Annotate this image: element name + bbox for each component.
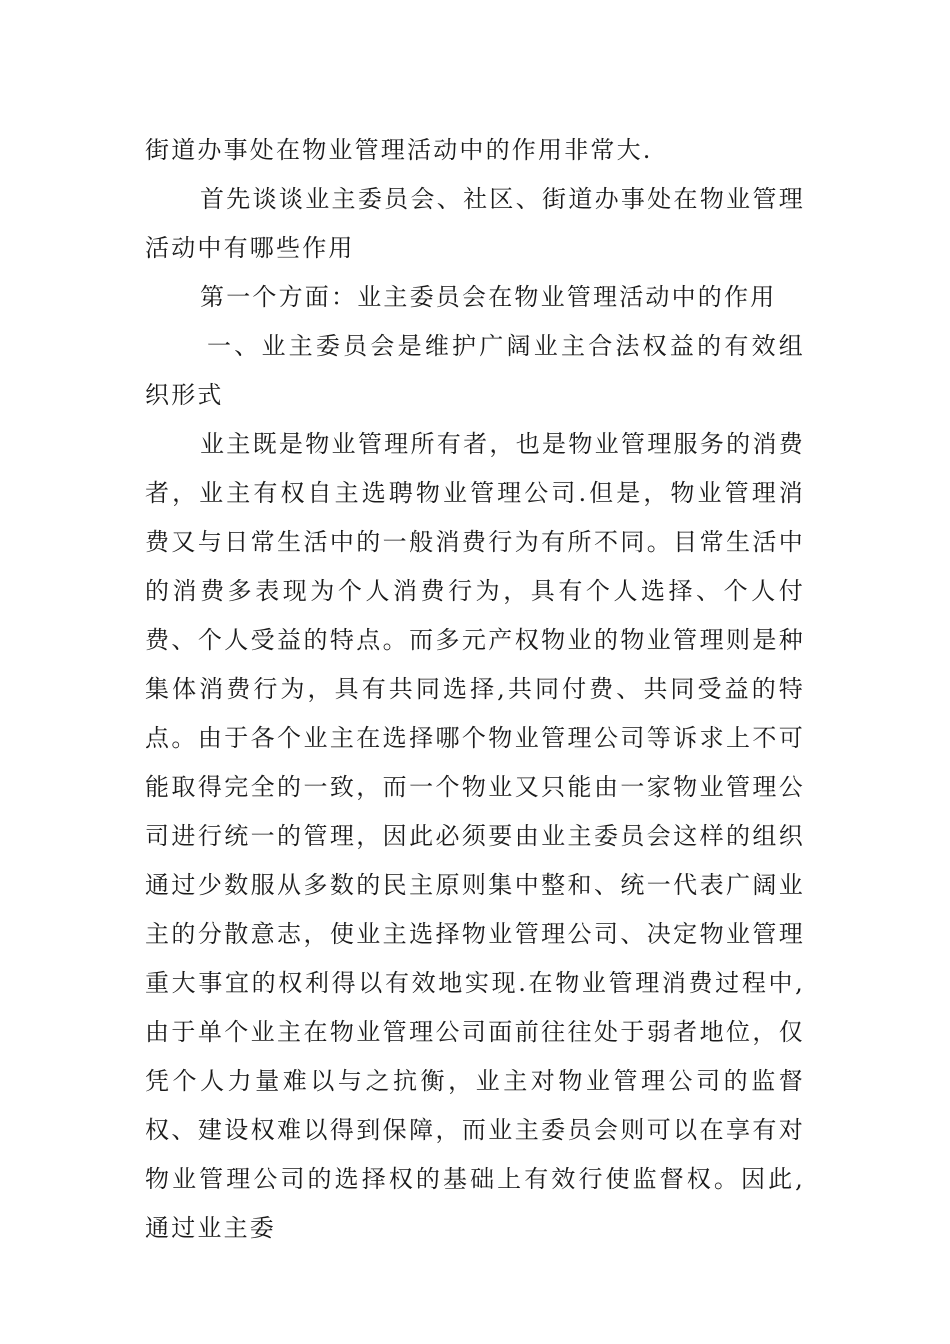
- subsection-heading: 一、业主委员会是维护广阔业主合法权益的有效组织形式: [145, 332, 805, 409]
- paragraph-continuation: 街道办事处在物业管理活动中的作用非常大.: [145, 136, 653, 164]
- section-heading: 第一个方面：业主委员会在物业管理活动中的作用: [200, 283, 777, 311]
- document-body: [145, 126, 805, 1253]
- paragraph-intro: 首先谈谈业主委员会、社区、街道办事处在物业管理活动中有哪些作用: [145, 185, 805, 262]
- paragraph-body: 业主既是物业管理所有者，也是物业管理服务的消费者，业主有权自主选聘物业管理公司.但是，物业管理消费又与日常生活中的一般消费行为有所不同。目常生活中的消费多表现为个人消费行为，具有个人选择、个人付费、个人受益的特点。而多元产权物业的物业管理则是种集体消费行为，具有共同选择,共同付费、共同受益的特点。由于各个业主在选择哪个物业管理公司等诉求上不可能取得完全的一致，而一个物业又只能由一家物业管理公司进行统一的管理，因此必须要由业主委员会这样的组织通过少数服从多数的民主原则集中整和、统一代表广阔业主的分散意志，使业主选择物业管理公司、决定物业管理重大事宜的权利得以有效地实现.在物业管理消费过程中,由于单个业主在物业管理公司面前往往处于弱者地位，仅凭个人力量难以与之抗衡，业主对物业管理公司的监督权、建设权难以得到保障，而业主委员会则可以在享有对物业管理公司的选择权的基础上有效行使监督权。因此,通过业主委: [145, 430, 805, 1242]
